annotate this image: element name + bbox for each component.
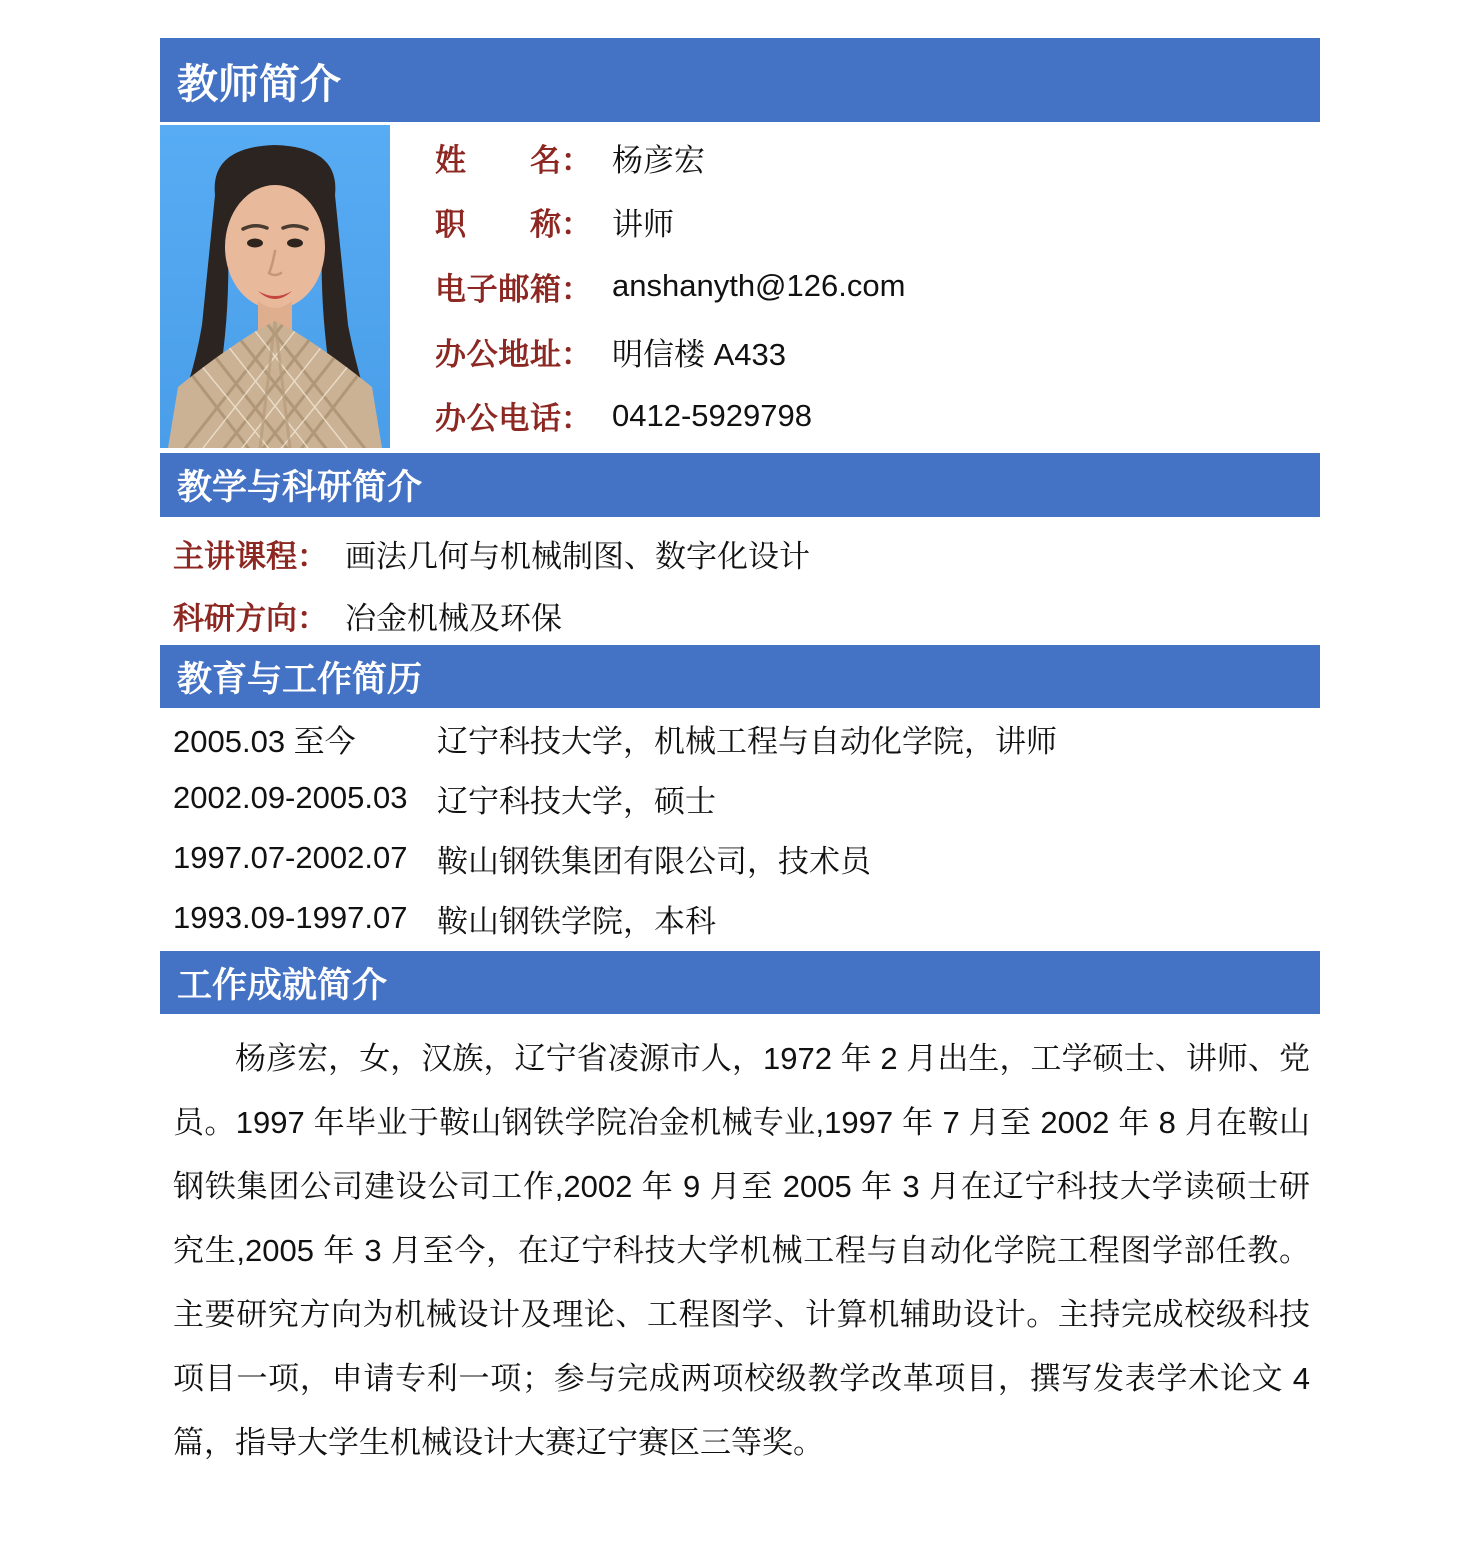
achievements-paragraph: 杨彦宏，女，汉族，辽宁省凌源市人，1972 年 2 月出生，工学硕士、讲师、党员。1997 年毕业于鞍山钢铁学院冶金机械专业,1997 年 7 月至 2002 年 8 月在鞍山钢铁集团公司建设公司工作,2002 年 9 月至 2005 年 3 月在辽宁科技大学读硕士研究生,2005 年 3 月至今，在辽宁科技大学机械工程与自动化学院工程图学部任教。主要研究方向为机械设计及理论、工程图学、计算机辅助设计。主持完成校级科技项目一项，申请专利一项；参与完成两项校级教学改革项目，撰写发表学术论文 4 篇，指导大学生机械设计大赛辽宁赛区三等奖。	[173, 1041, 1310, 1460]
education-detail: 鞍山钢铁集团有限公司，技术员	[437, 843, 871, 879]
field-value: 杨彦宏	[612, 142, 705, 178]
teacher-photo	[160, 125, 390, 448]
field-row-title	[435, 190, 1320, 255]
section-title: 教育与工作简历	[177, 659, 423, 699]
achievements-section	[173, 1027, 1310, 1475]
profile-fields	[435, 125, 1320, 448]
field-label: 姓名	[435, 142, 561, 178]
education-detail: 辽宁科技大学，机械工程与自动化学院，讲师	[437, 723, 1057, 759]
field-label: 职称	[435, 207, 561, 243]
education-detail: 辽宁科技大学，硕士	[437, 783, 716, 819]
education-period: 1993.09-1997.07	[173, 900, 408, 935]
courses-row	[173, 522, 1313, 584]
education-row	[173, 768, 1313, 828]
field-label: 办公电话	[435, 401, 561, 437]
section-header-teaching-research	[160, 453, 1320, 517]
section-title: 教学与科研简介	[177, 468, 423, 507]
field-value-email: anshanyth@126.com	[612, 268, 906, 304]
research-direction-label: 科研方向：	[173, 600, 328, 636]
section-header-education-work	[160, 645, 1320, 708]
education-row	[173, 888, 1313, 948]
field-row-email	[435, 254, 1320, 319]
field-colon: ：	[561, 401, 592, 437]
section-header-achievements	[160, 951, 1320, 1014]
field-row-office-phone	[435, 383, 1320, 448]
field-label: 电子邮箱	[435, 271, 561, 307]
education-period: 2002.09-2005.03	[173, 780, 408, 815]
section-title: 教师简介	[177, 60, 341, 107]
education-period: 2005.03 至今	[173, 723, 356, 759]
research-direction-value: 冶金机械及环保	[345, 600, 562, 636]
field-colon: ：	[561, 142, 592, 178]
field-value: 0412-5929798	[612, 397, 812, 433]
field-row-office-address	[435, 319, 1320, 384]
teaching-research-rows	[173, 522, 1313, 646]
education-work-list	[173, 708, 1313, 948]
education-row	[173, 828, 1313, 888]
field-value: 明信楼 A433	[612, 336, 787, 372]
field-row-name	[435, 125, 1320, 190]
courses-value: 画法几何与机械制图、数字化设计	[345, 538, 810, 574]
education-period: 1997.07-2002.07	[173, 840, 408, 875]
field-colon: ：	[561, 336, 592, 372]
section-header-teacher-intro	[160, 38, 1320, 122]
field-value: 讲师	[612, 207, 674, 243]
field-label: 办公地址	[435, 336, 561, 372]
education-row	[173, 708, 1313, 768]
research-direction-row	[173, 584, 1313, 646]
field-colon: ：	[561, 271, 592, 307]
section-title: 工作成就简介	[177, 965, 388, 1005]
field-colon: ：	[561, 207, 592, 243]
courses-label: 主讲课程：	[173, 538, 328, 574]
education-detail: 鞍山钢铁学院，本科	[437, 903, 716, 939]
